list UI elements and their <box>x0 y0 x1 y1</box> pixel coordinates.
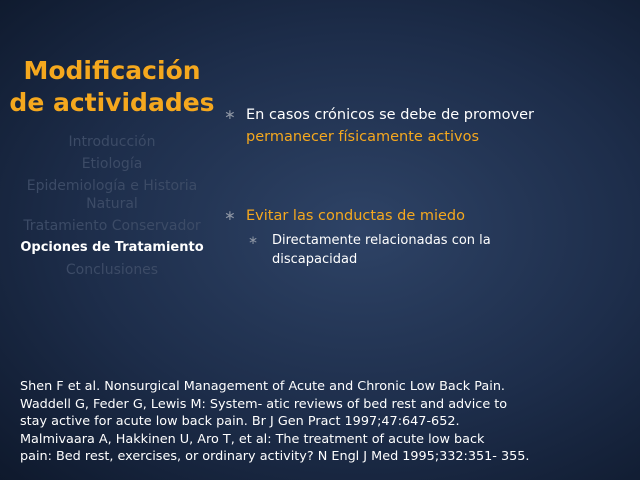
reference-line: pain: Bed rest, exercises, or ordinary activity? N Engl J Med 1995;332:351- 355. <box>20 449 530 464</box>
bullet-text: Evitar las conductas de miedo <box>246 208 466 224</box>
bullet-text-highlight: permanecer físicamente activos <box>246 129 480 145</box>
agenda-item-opciones-tratamiento: Opciones de Tratamiento <box>20 240 204 255</box>
asterisk-bullet-icon: ∗ <box>248 233 259 247</box>
agenda-item-introduccion: Introducción <box>68 134 156 150</box>
references <box>20 378 632 466</box>
agenda-item-etiologia: Etiología <box>81 156 143 172</box>
agenda-item-conclusiones: Conclusiones <box>65 262 159 278</box>
sub-bullet-text <box>272 231 491 269</box>
agenda-item-epidemiologia-cont: Natural <box>86 196 138 212</box>
reference-line: Malmivaara A, Hakkinen U, Aro T, et al: The treatment of acute low back <box>20 431 485 447</box>
agenda-item-epidemiologia: Epidemiología e Historia <box>26 178 198 194</box>
bullet-text <box>246 104 534 148</box>
agenda-list <box>0 133 224 279</box>
reference-line: Waddell G, Feder G, Lewis M: System- atic reviews of bed rest and advice to <box>20 396 508 412</box>
bullet-promover-actividad <box>224 104 624 148</box>
reference-line: Shen F et al. Nonsurgical Management of Acute and Chronic Low Back Pain. <box>20 379 506 394</box>
slide-title-line1: Modificación <box>23 56 201 85</box>
reference-line: stay active for acute low back pain. Br J Gen Pract 1997;47:647-652. <box>20 414 460 429</box>
sub-bullet-text-line1: Directamente relacionadas con la <box>272 233 491 248</box>
bullet-evitar-miedo <box>224 205 624 227</box>
sub-bullet-text-line2: discapacidad <box>272 252 358 267</box>
bullet-text-line1: En casos crónicos se debe de promover <box>246 107 534 123</box>
slide-title <box>0 55 224 119</box>
sub-bullet-discapacidad <box>248 231 548 269</box>
agenda-item-tratamiento-conservador: Tratamiento Conservador <box>23 218 201 234</box>
slide-title-line2: de actividades <box>9 88 215 117</box>
asterisk-bullet-icon: ∗ <box>224 107 236 123</box>
asterisk-bullet-icon: ∗ <box>224 208 236 224</box>
